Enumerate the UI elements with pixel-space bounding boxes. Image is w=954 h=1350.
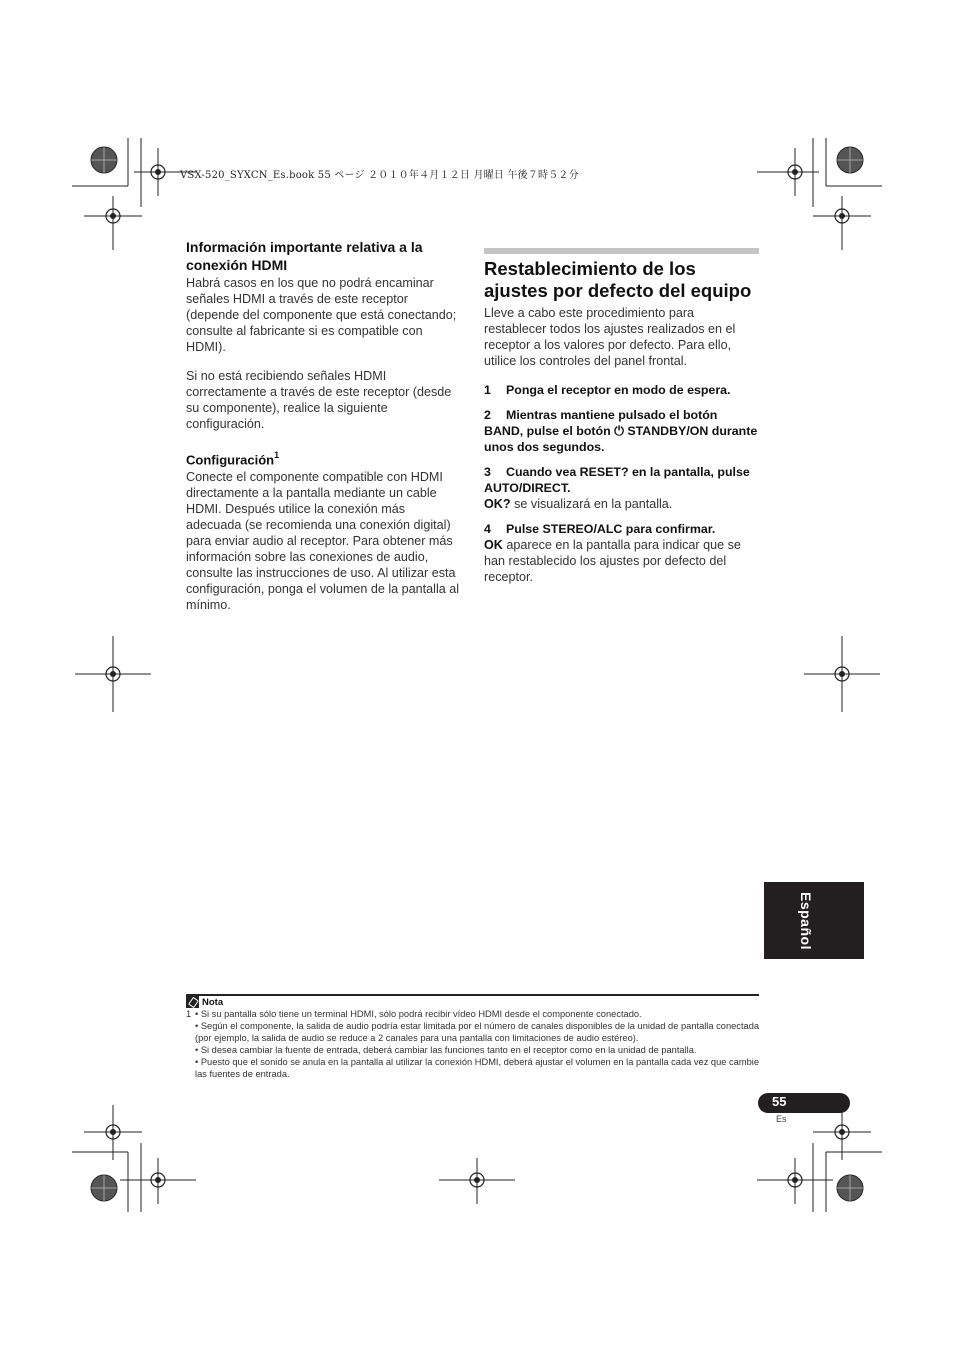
note-item [186,1044,761,1056]
hdmi-info-para-2: Si no está recibiendo señales HDMI correctamente a través de este receptor (desde su componente), realice la siguiente configuración. [186,369,452,431]
notes-heading-text: Nota [202,996,224,1008]
notes-list [186,1008,761,1080]
step-1-text: Ponga el receptor en modo de espera. [506,383,731,397]
step-3-result-text: se visualizará en la pantalla. [510,497,673,511]
step-4-key: OK [484,538,503,552]
page-number-pill [758,1093,850,1113]
reset-section-title: Restablecimiento de los ajustes por defecto del equipo [484,258,752,301]
note-item [186,1008,761,1020]
config-heading [186,447,461,469]
config-para: Conecte el componente compatible con HDMI directamente a la pantalla mediante un cable HDMI. Después utilice la conexión más adecuada (se recomienda una conexión digital) para enviar audio al receptor. Para obtener más información sobre las conexiones de audio, consulte las instrucciones de uso. Al utilizar esta configuración, ponga el volumen de la pantalla al mínimo. [186,470,460,613]
notes-divider [186,994,759,996]
note-item-text: • Puesto que el sonido se anula en la pantalla al utilizar la conexión HDMI, deberá ajustar el volumen en la pantalla cada vez que cambie las fuentes de entrada. [195,1057,759,1079]
hdmi-info-heading: Información importante relativa a la conexión HDMI [186,239,423,273]
step-2 [484,407,759,455]
note-item-text: • Según el componente, la salida de audio podría estar limitada por el número de canales disponibles de la unidad de pantalla conectada (por ejemplo, la salida de audio se reduce a 2 canales para una pantalla con limitaciones de audio estéreo). [195,1021,760,1043]
right-column [484,248,759,585]
page-number: 55 [772,1094,787,1109]
note-item [186,1020,761,1044]
step-4-number: 4 [484,522,491,536]
step-2-number: 2 [484,408,491,422]
page-language-code: Es [776,1114,787,1124]
step-3-result [484,496,759,512]
note-footnote-number: 1 [186,1009,192,1019]
step-2-text: Mientras mantiene pulsado el botón BAND, pulse el botón ⏻ STANDBY/ON durante unos dos segundos. [484,408,758,454]
hdmi-info-para-1: Habrá casos en los que no podrá encaminar señales HDMI a través de este receptor (depende del componente que está conectando; consulte al fabricante si es compatible con HDMI). [186,276,457,354]
section-title-bar [484,248,759,254]
left-column [186,238,461,613]
step-3-text: Cuando vea RESET? en la pantalla, pulse AUTO/DIRECT. [484,465,750,495]
config-footnote-ref: 1 [274,450,280,460]
step-3-number: 3 [484,465,491,479]
note-item-text: • Si desea cambiar la fuente de entrada, deberá cambiar las funciones tanto en el receptor como en la unidad de pantalla. [195,1045,697,1055]
step-4-result [484,537,759,585]
note-item [186,1056,761,1080]
step-3 [484,464,759,496]
step-1 [484,382,759,398]
step-1-number: 1 [484,383,491,397]
step-4 [484,521,759,537]
notes-heading [186,996,223,1008]
language-tab-label: Español [798,892,814,950]
reset-intro: Lleve a cabo este procedimiento para restablecer todos los ajustes realizados en el receptor a los valores por defecto. Para ello, utilice los controles del panel frontal. [484,306,736,368]
note-pencil-icon [186,996,199,1008]
step-3-key: OK? [484,497,511,511]
print-header: VSX-520_SYXCN_Es.book 55 ページ ２０１０年４月１２日 月曜日 午後７時５２分 [180,170,579,181]
step-4-result-text: aparece en la pantalla para indicar que se han restablecido los ajustes por defecto del receptor. [484,538,741,584]
language-tab [764,882,864,959]
note-item-text: • Si su pantalla sólo tiene un terminal HDMI, sólo podrá recibir vídeo HDMI desde el componente conectado. [195,1009,642,1019]
config-heading-text: Configuración [186,452,275,468]
step-4-text: Pulse STEREO/ALC para confirmar. [506,522,716,536]
